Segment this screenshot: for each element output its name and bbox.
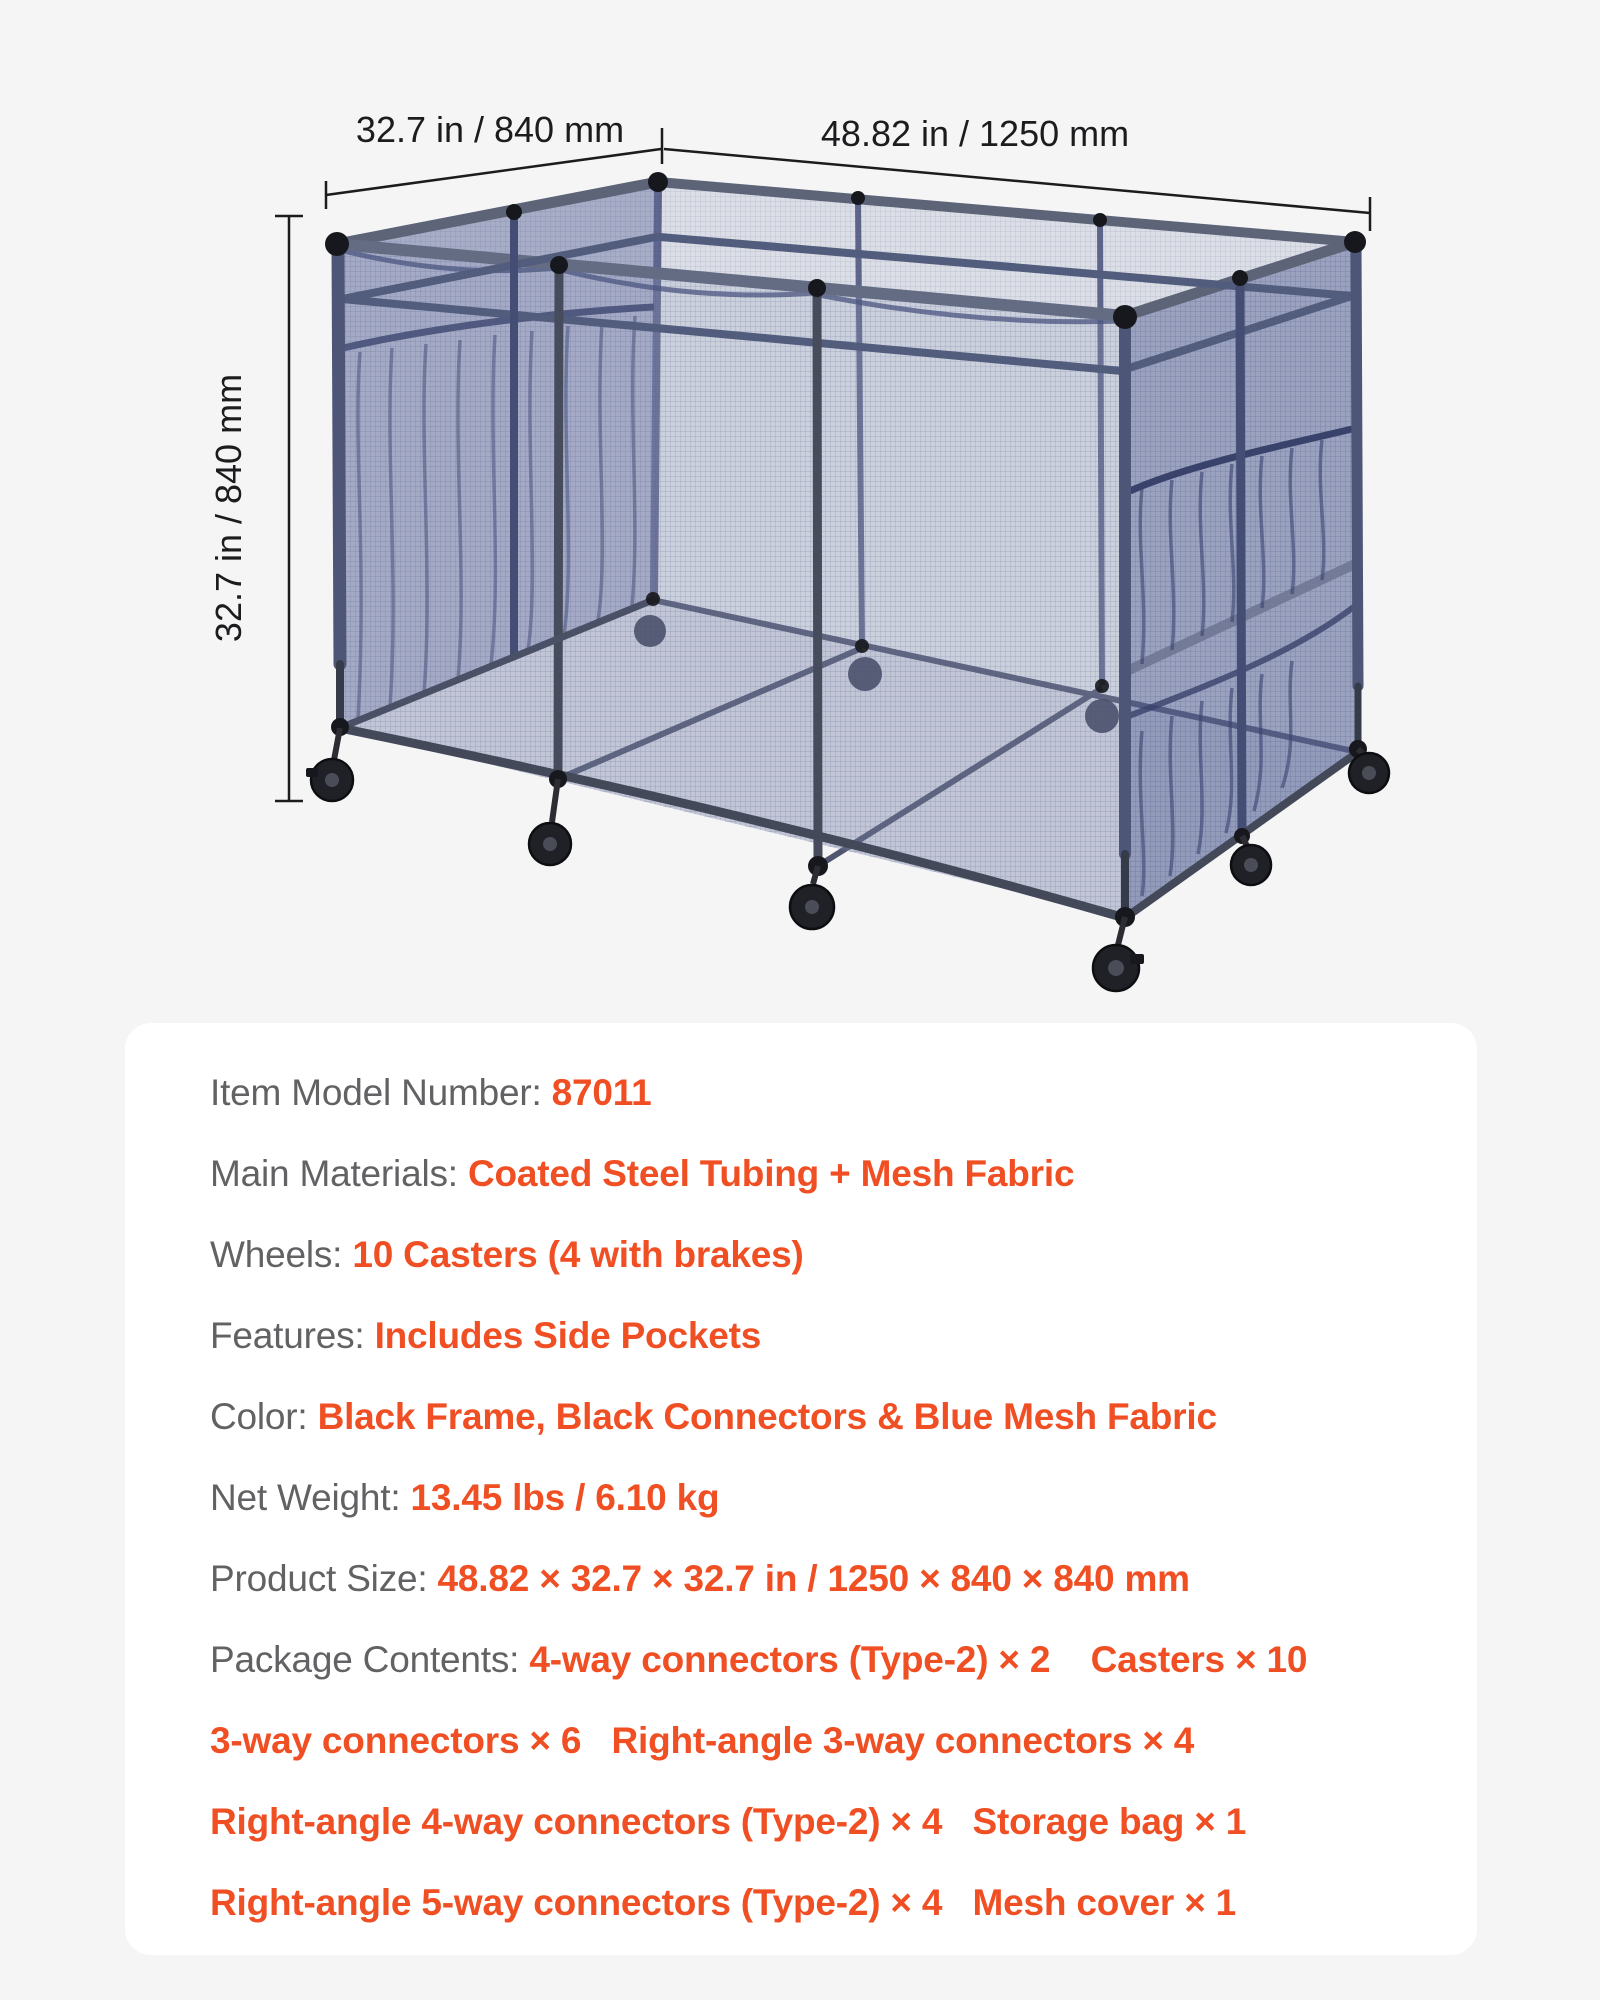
caster-wheel: [529, 779, 571, 865]
spec-value: 10 Casters (4 with brakes): [352, 1234, 804, 1276]
spec-card: [125, 1023, 1477, 1955]
dimension-label-depth: 32.7 in / 840 mm: [355, 109, 625, 150]
spec-value: 3-way connectors × 6 Right-angle 3-way connectors × 4: [210, 1720, 1195, 1762]
spec-value: 87011: [551, 1072, 652, 1114]
spec-label: Net Weight:: [210, 1477, 411, 1519]
caster-wheel: [1231, 836, 1271, 885]
spec-row-package-contents-2: [210, 1701, 1447, 1782]
spec-label: Product Size:: [210, 1558, 438, 1600]
spec-row-wheels: [210, 1215, 1447, 1296]
storage-bin-illustration: [306, 172, 1389, 991]
spec-value: Coated Steel Tubing + Mesh Fabric: [467, 1153, 1075, 1195]
spec-value: Includes Side Pockets: [374, 1315, 762, 1357]
caster-wheel: [790, 866, 834, 929]
spec-row-net-weight: [210, 1458, 1447, 1539]
spec-value: 48.82 × 32.7 × 32.7 in / 1250 × 840 × 840 mm: [437, 1558, 1190, 1600]
dimension-label-width: 48.82 in / 1250 mm: [820, 113, 1130, 154]
spec-row-package-contents: [210, 1620, 1447, 1701]
spec-row-product-size: [210, 1539, 1447, 1620]
spec-label: Wheels:: [210, 1234, 353, 1276]
spec-row-model-number: [210, 1053, 1447, 1134]
spec-value: 13.45 lbs / 6.10 kg: [410, 1477, 720, 1519]
dimension-line-height: [275, 216, 303, 801]
spec-row-package-contents-3: [210, 1782, 1447, 1863]
spec-row-color: [210, 1377, 1447, 1458]
product-figure: [40, 16, 1600, 1026]
spec-value: 4-way connectors (Type-2) × 2 Casters × 10: [529, 1639, 1308, 1681]
spec-label: Package Contents:: [210, 1639, 530, 1681]
dimension-label-height: 32.7 in / 840 mm: [208, 373, 249, 643]
spec-label: Features:: [210, 1315, 375, 1357]
spec-row-materials: [210, 1134, 1447, 1215]
spec-value: Right-angle 4-way connectors (Type-2) × 4 Storage bag × 1: [210, 1801, 1247, 1843]
spec-label: Main Materials:: [210, 1153, 468, 1195]
spec-label: Item Model Number:: [210, 1072, 552, 1114]
caster-wheel: [1093, 917, 1144, 991]
caster-wheel: [306, 728, 353, 801]
spec-row-features: [210, 1296, 1447, 1377]
spec-label: Color:: [210, 1396, 318, 1438]
product-image: [40, 16, 1600, 1026]
spec-value: Right-angle 5-way connectors (Type-2) × 4 Mesh cover × 1: [210, 1882, 1237, 1924]
spec-value: Black Frame, Black Connectors & Blue Mesh Fabric: [317, 1396, 1217, 1438]
spec-row-package-contents-4: [210, 1863, 1447, 1944]
